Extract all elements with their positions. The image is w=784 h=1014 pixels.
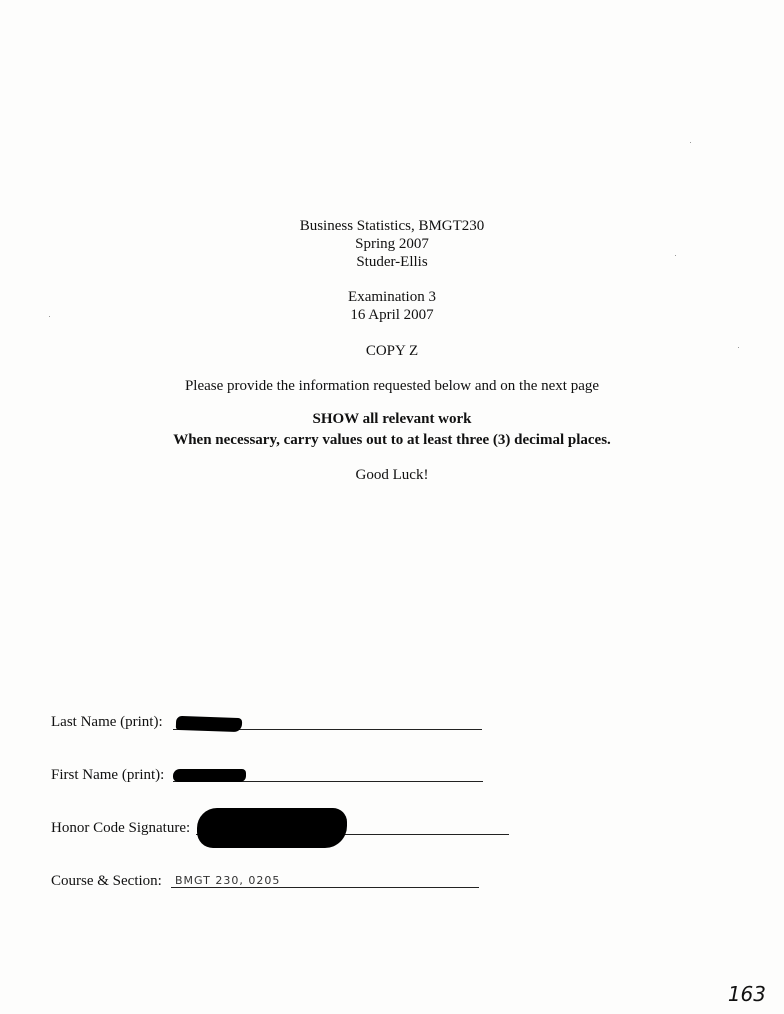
copy-label: COPY Z: [365, 343, 419, 359]
course-section-line[interactable]: [171, 887, 479, 888]
scan-speck: [738, 347, 739, 348]
last-name-label: Last Name (print):: [51, 714, 163, 730]
exam-title: Examination 3: [348, 289, 436, 305]
good-luck: Good Luck!: [355, 467, 429, 483]
course-section-label: Course & Section:: [51, 873, 162, 889]
redaction-mark: [176, 716, 242, 732]
scan-speck: [675, 255, 676, 256]
first-name-label: First Name (print):: [51, 767, 165, 783]
info-instruction: Please provide the information requested below and on the next page: [184, 378, 600, 394]
scan-speck: [690, 142, 691, 143]
exam-date: 16 April 2007: [350, 307, 434, 323]
decimals-instruction: When necessary, carry values out to at least three (3) decimal places.: [173, 432, 611, 448]
term: Spring 2007: [355, 236, 429, 252]
page-number: 163: [727, 982, 766, 1006]
course-section-value: BMGT 230, 0205: [175, 874, 281, 887]
course-title: Business Statistics, BMGT230: [299, 218, 485, 234]
signature-label: Honor Code Signature:: [51, 820, 191, 836]
instructor: Studer-Ellis: [356, 254, 428, 270]
redaction-mark: [173, 769, 246, 782]
scan-speck: [49, 316, 50, 317]
redaction-mark: [197, 808, 347, 848]
show-work-instruction: SHOW all relevant work: [312, 411, 472, 427]
